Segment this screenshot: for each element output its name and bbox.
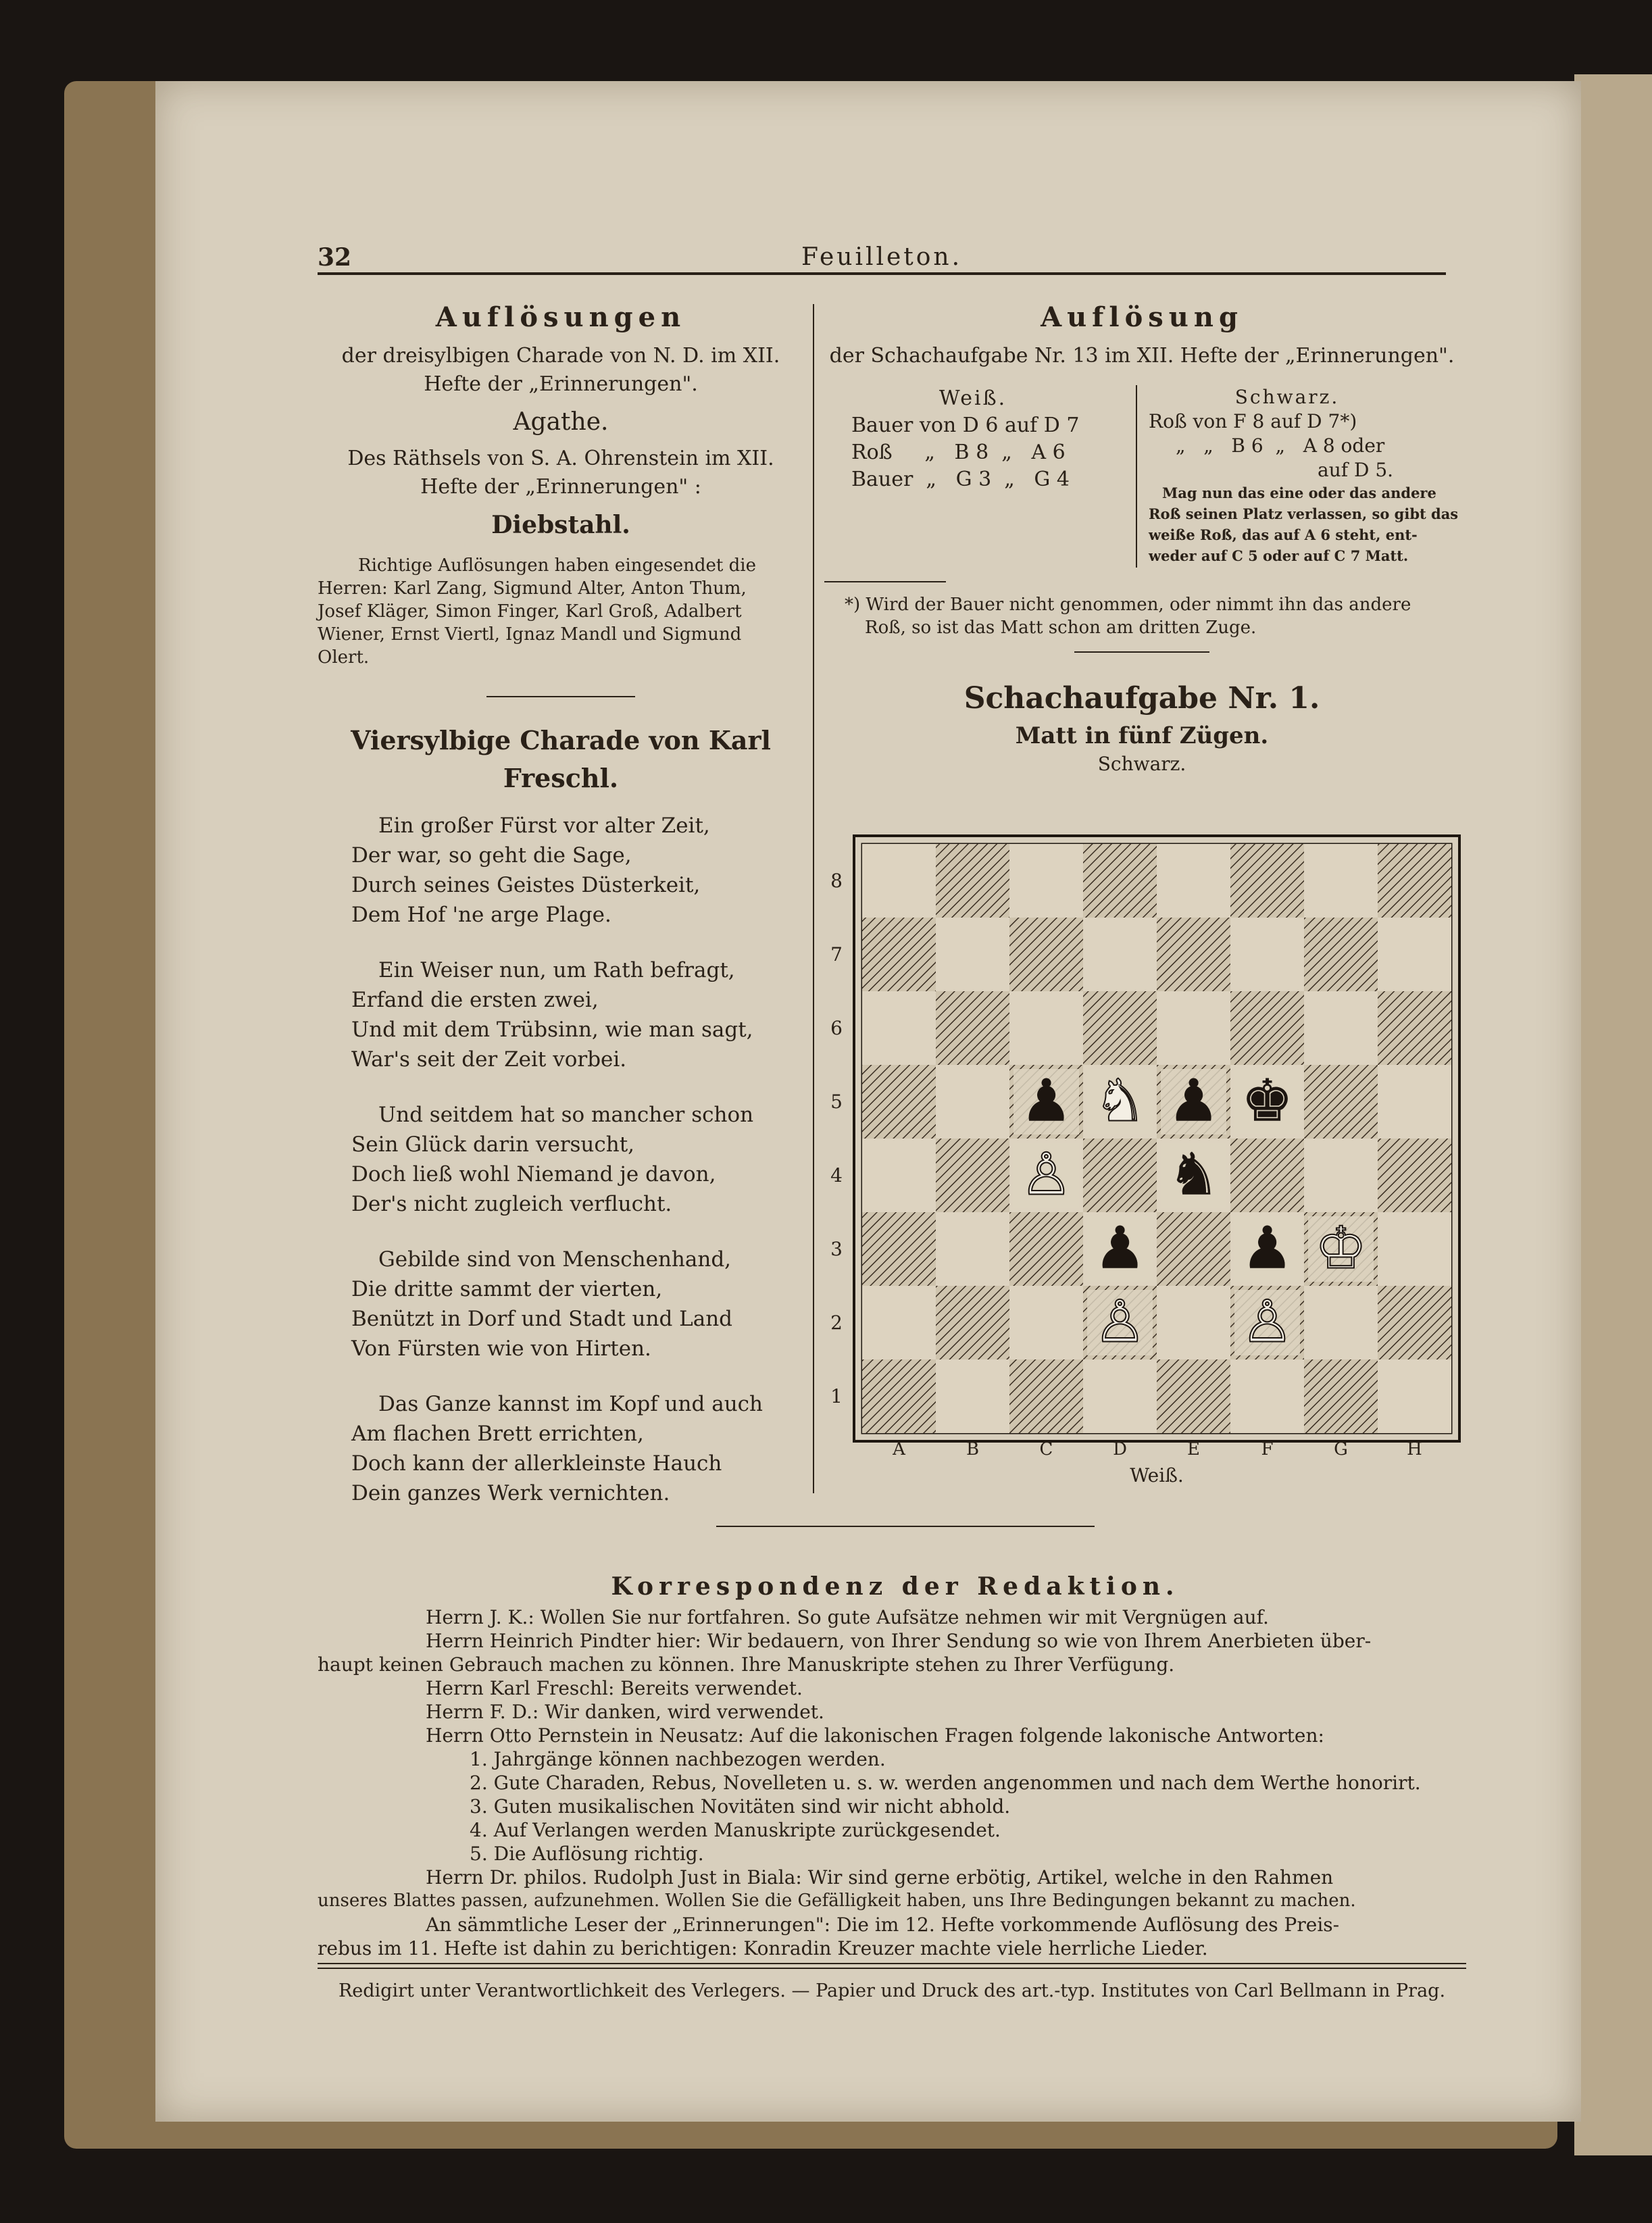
- correspondence-line: 4. Auf Verlangen werden Manuskripte zurückgesendet.: [470, 1819, 1001, 1841]
- file-label: F: [1261, 1439, 1274, 1459]
- board-square-b4: [936, 1139, 1009, 1212]
- board-square-g6: [1304, 991, 1378, 1065]
- rank-label: 7: [830, 943, 843, 966]
- correspondence-line: unseres Blattes passen, aufzunehmen. Wollen Sie die Gefälligkeit haben, uns Ihre Bedingungen bekannt zu machen.: [318, 1891, 1356, 1911]
- solvers-line: Olert.: [318, 647, 370, 668]
- solution-reference: der Schachaufgabe Nr. 13 im XII. Hefte der „Erinnerungen".: [829, 344, 1455, 368]
- rank-label: 3: [830, 1237, 843, 1260]
- riddle-answer: Diebstahl.: [491, 511, 630, 539]
- poem-line: Gebilde sind von Menschenhand,: [378, 1247, 732, 1272]
- riddle-ref-line: Hefte der „Erinnerungen" :: [420, 475, 701, 499]
- poem-line: Dein ganzes Werk vernichten.: [351, 1481, 670, 1505]
- rank-label: 8: [830, 869, 843, 892]
- riddle-ref-line: Des Räthsels von S. A. Ohrenstein im XII.: [347, 447, 774, 470]
- board-square-c8: [1009, 844, 1083, 918]
- problem-subtitle: Matt in fünf Zügen.: [1015, 722, 1269, 749]
- poem-stanza: [351, 1389, 804, 1508]
- board-square-c2: [1009, 1286, 1083, 1359]
- board-square-e7: [1157, 918, 1230, 991]
- poem-line: Ein Weiser nun, um Rath befragt,: [378, 958, 735, 982]
- board-square-h3: [1378, 1212, 1451, 1286]
- board-square-c7: [1009, 918, 1083, 991]
- black-note-line: Mag nun das eine oder das andere: [1162, 484, 1436, 501]
- board-square-f7: [1230, 918, 1304, 991]
- board-square-h1: [1378, 1359, 1451, 1433]
- board-square-a2: [862, 1286, 936, 1359]
- correspondence-line: Herrn J. K.: Wollen Sie nur fortfahren. So gute Aufsätze nehmen wir mit Vergnügen auf.: [426, 1606, 1269, 1628]
- imprint-rule-top: [318, 1963, 1466, 1964]
- board-square-g4: [1304, 1139, 1378, 1212]
- section-rule: [716, 1526, 1095, 1527]
- board-square-a4: [862, 1139, 936, 1212]
- white-move: Roß „ B 8 „ A 6: [851, 441, 1066, 464]
- solutions-heading: Auflösungen: [435, 301, 686, 333]
- board-square-a6: [862, 991, 936, 1065]
- board-square-h4: [1378, 1139, 1451, 1212]
- charade-ref-line: der dreisylbigen Charade von N. D. im XII.: [341, 344, 780, 368]
- board-square-h5: [1378, 1065, 1451, 1139]
- black-knight-e4: ♞: [1167, 1141, 1220, 1209]
- moves-divider: [1136, 385, 1137, 568]
- board-square-b1: [936, 1359, 1009, 1433]
- white-knight-d5: ♞: [1093, 1067, 1147, 1135]
- charade-answer: Agathe.: [513, 408, 609, 436]
- black-pawn-e5: ♟: [1167, 1067, 1220, 1135]
- white-move: Bauer „ G 3 „ G 4: [851, 468, 1070, 491]
- white-label: Weiß.: [938, 386, 1007, 410]
- file-label: E: [1187, 1439, 1200, 1459]
- board-square-f4: [1230, 1139, 1304, 1212]
- poem-line: Das Ganze kannst im Kopf und auch: [378, 1392, 763, 1416]
- facing-page-edge: [1574, 74, 1652, 2155]
- board-square-c6: [1009, 991, 1083, 1065]
- board-square-g2: [1304, 1286, 1378, 1359]
- left-column: [318, 297, 804, 1508]
- poem-line: Ein großer Fürst vor alter Zeit,: [378, 814, 710, 838]
- black-note: [1149, 482, 1466, 566]
- problem-title: Schachaufgabe Nr. 1.: [963, 681, 1320, 716]
- black-move: Roß von F 8 auf D 7*): [1149, 410, 1357, 432]
- footnote-line: Roß, so ist das Matt schon am dritten Zuge.: [865, 618, 1257, 638]
- board-square-a5: [862, 1065, 936, 1139]
- correspondence-line: Herrn Dr. philos. Rudolph Just in Biala: Wir sind gerne erbötig, Artikel, welche in den Rahmen: [426, 1866, 1334, 1889]
- correspondence-line: Herrn Otto Pernstein in Neusatz: Auf die lakonischen Fragen folgende lakonische Antworten:: [426, 1724, 1324, 1747]
- board-square-a8: [862, 844, 936, 918]
- board-square-b5: [936, 1065, 1009, 1139]
- board-square-e8: [1157, 844, 1230, 918]
- board-square-g5: [1304, 1065, 1378, 1139]
- white-side-label: Weiß.: [1130, 1464, 1184, 1487]
- solvers-line: Herren: Karl Zang, Sigmund Alter, Anton Thum,: [318, 578, 747, 599]
- board-square-e2: [1157, 1286, 1230, 1359]
- correspondence-line: 5. Die Auflösung richtig.: [470, 1843, 704, 1865]
- correspondence-line: rebus im 11. Hefte ist dahin zu berichtigen: Konradin Kreuzer machte viele herrliche Lieder.: [318, 1937, 1208, 1959]
- board-square-a7: [862, 918, 936, 991]
- board-square-b6: [936, 991, 1009, 1065]
- board-square-d8: [1083, 844, 1157, 918]
- file-label: A: [893, 1439, 905, 1459]
- board-square-b8: [936, 844, 1009, 918]
- poem-line: Dem Hof 'ne arge Plage.: [351, 903, 611, 927]
- poem-line: Am flachen Brett errichten,: [351, 1422, 644, 1446]
- correspondence-line: haupt keinen Gebrauch machen zu können. Ihre Manuskripte stehen zu Ihrer Verfügung.: [318, 1653, 1175, 1676]
- rank-label: 1: [830, 1384, 843, 1407]
- board-square-d6: [1083, 991, 1157, 1065]
- board-square-d1: [1083, 1359, 1157, 1433]
- file-label: G: [1334, 1439, 1348, 1459]
- poem-line: Durch seines Geistes Düsterkeit,: [351, 873, 701, 897]
- rank-label: 2: [830, 1311, 843, 1334]
- board-square-b2: [936, 1286, 1009, 1359]
- board-square-b7: [936, 918, 1009, 991]
- correspondence-section: [318, 1568, 1473, 1960]
- header-rule: [318, 272, 1446, 275]
- black-note-line: weiße Roß, das auf A 6 steht, ent-: [1149, 526, 1418, 543]
- white-pawn-c4: ♙: [1020, 1141, 1073, 1209]
- black-pawn-d3: ♟: [1093, 1214, 1147, 1282]
- correspondence-line: 2. Gute Charaden, Rebus, Novelleten u. s. w. werden angenommen und nach dem Werthe honorirt.: [470, 1772, 1421, 1794]
- board-square-g7: [1304, 918, 1378, 991]
- imprint-rule-bottom: [318, 1968, 1466, 1969]
- poem-line: Die dritte sammt der vierten,: [351, 1277, 663, 1301]
- solvers-paragraph: [318, 554, 804, 669]
- footnote-rule: [824, 581, 946, 582]
- footnote: [824, 593, 1459, 639]
- white-pawn-f2: ♙: [1241, 1288, 1294, 1356]
- board-square-c1: [1009, 1359, 1083, 1433]
- white-moves: [851, 385, 1135, 493]
- correspondence-line: Herrn F. D.: Wir danken, wird verwendet.: [426, 1701, 824, 1723]
- board-square-h7: [1378, 918, 1451, 991]
- poem-stanza: [351, 1100, 804, 1219]
- board-square-b3: [936, 1212, 1009, 1286]
- riddle-reference: [318, 445, 804, 501]
- board-square-f6: [1230, 991, 1304, 1065]
- section-rule: [1074, 651, 1209, 653]
- board-square-e6: [1157, 991, 1230, 1065]
- poem-line: Sein Glück darin versucht,: [351, 1132, 635, 1157]
- poem-line: Und seitdem hat so mancher schon: [378, 1103, 754, 1127]
- charade-poem: [318, 811, 804, 1508]
- black-pawn-c5: ♟: [1020, 1067, 1073, 1135]
- board-square-e1: [1157, 1359, 1230, 1433]
- white-king-g3: ♔: [1314, 1214, 1368, 1282]
- white-pawn-d2: ♙: [1093, 1288, 1147, 1356]
- poem-line: Der's nicht zugleich verflucht.: [351, 1192, 672, 1216]
- chess-board-diagram: [853, 834, 1461, 1443]
- file-label: B: [966, 1439, 980, 1459]
- board-square-d7: [1083, 918, 1157, 991]
- black-move: auf D 5.: [1318, 459, 1394, 481]
- black-label: Schwarz.: [1234, 386, 1340, 408]
- poem-stanza: [351, 1245, 804, 1364]
- imprint: Redigirt unter Verantwortlichkeit des Verlegers. — Papier und Druck des art.-typ. Institutes von Carl Bellmann in Prag.: [338, 1980, 1446, 2001]
- black-note-line: weder auf C 5 oder auf C 7 Matt.: [1149, 547, 1409, 564]
- board-square-a1: [862, 1359, 936, 1433]
- board-square-a3: [862, 1212, 936, 1286]
- poem-line: Doch ließ wohl Niemand je davon,: [351, 1162, 716, 1187]
- solvers-line: Richtige Auflösungen haben eingesendet die: [358, 555, 756, 576]
- white-move: Bauer von D 6 auf D 7: [851, 414, 1080, 437]
- board-square-c3: [1009, 1212, 1083, 1286]
- charade-title: Viersylbige Charade von Karl Freschl.: [351, 725, 771, 793]
- correspondence-line: 1. Jahrgänge können nachbezogen werden.: [470, 1748, 886, 1770]
- solution-moves: [824, 385, 1459, 568]
- column-divider: [813, 304, 814, 1493]
- board-square-g1: [1304, 1359, 1378, 1433]
- right-column: [824, 297, 1459, 777]
- running-head: [318, 243, 1446, 284]
- running-title: Feuilleton.: [801, 243, 963, 271]
- board-square-f1: [1230, 1359, 1304, 1433]
- board-square-h8: [1378, 844, 1451, 918]
- rank-labels: [823, 845, 850, 1426]
- black-king-f5: ♚: [1241, 1067, 1294, 1135]
- black-pawn-f3: ♟: [1241, 1214, 1294, 1282]
- file-labels: [865, 1439, 1459, 1466]
- board-square-g8: [1304, 844, 1378, 918]
- section-rule: [486, 696, 635, 697]
- solution-heading: Auflösung: [1041, 301, 1243, 333]
- charade-reference: [318, 342, 804, 399]
- poem-stanza: [351, 955, 804, 1074]
- rank-label: 5: [830, 1090, 843, 1113]
- poem-stanza: [351, 811, 804, 930]
- correspondence-line: Herrn Heinrich Pindter hier: Wir bedauern, von Ihrer Sendung so wie von Ihrem Anerbieten über-: [426, 1630, 1372, 1652]
- correspondence-line: 3. Guten musikalischen Novitäten sind wir nicht abhold.: [470, 1795, 1011, 1818]
- charade-ref-line: Hefte der „Erinnerungen".: [424, 372, 698, 396]
- board-square-h2: [1378, 1286, 1451, 1359]
- black-move: „ „ B 6 „ A 8 oder: [1176, 434, 1385, 457]
- poem-line: Von Fürsten wie von Hirten.: [351, 1337, 651, 1361]
- board-square-h6: [1378, 991, 1451, 1065]
- correspondence-line: An sämmtliche Leser der „Erinnerungen": Die im 12. Hefte vorkommende Auflösung des Preis-: [426, 1914, 1340, 1936]
- board-square-f8: [1230, 844, 1304, 918]
- correspondence-heading: Korrespondenz der Redaktion.: [611, 1572, 1180, 1601]
- black-moves: [1149, 385, 1466, 566]
- correspondence-line: Herrn Karl Freschl: Bereits verwendet.: [426, 1677, 803, 1699]
- chess-board: [853, 834, 1461, 1443]
- file-label: C: [1039, 1439, 1053, 1459]
- page-number: 32: [318, 243, 352, 272]
- footnote-line: *) Wird der Bauer nicht genommen, oder nimmt ihn das andere: [845, 595, 1411, 615]
- solvers-line: Wiener, Ernst Viertl, Ignaz Mandl und Sigmund: [318, 624, 742, 645]
- file-label: D: [1113, 1439, 1127, 1459]
- poem-line: Erfand die ersten zwei,: [351, 988, 599, 1012]
- rank-label: 6: [830, 1016, 843, 1039]
- file-label: H: [1407, 1439, 1422, 1459]
- black-side-label: Schwarz.: [1097, 753, 1186, 775]
- poem-line: Doch kann der allerkleinste Hauch: [351, 1451, 722, 1476]
- poem-line: Der war, so geht die Sage,: [351, 843, 632, 868]
- solvers-line: Josef Kläger, Simon Finger, Karl Groß, Adalbert: [318, 601, 742, 622]
- rank-label: 4: [830, 1164, 843, 1187]
- board-square-d4: [1083, 1139, 1157, 1212]
- poem-line: Und mit dem Trübsinn, wie man sagt,: [351, 1018, 753, 1042]
- poem-line: War's seit der Zeit vorbei.: [351, 1047, 627, 1072]
- black-note-line: Roß seinen Platz verlassen, so gibt das: [1149, 505, 1459, 522]
- board-square-e3: [1157, 1212, 1230, 1286]
- poem-line: Benützt in Dorf und Stadt und Land: [351, 1307, 733, 1331]
